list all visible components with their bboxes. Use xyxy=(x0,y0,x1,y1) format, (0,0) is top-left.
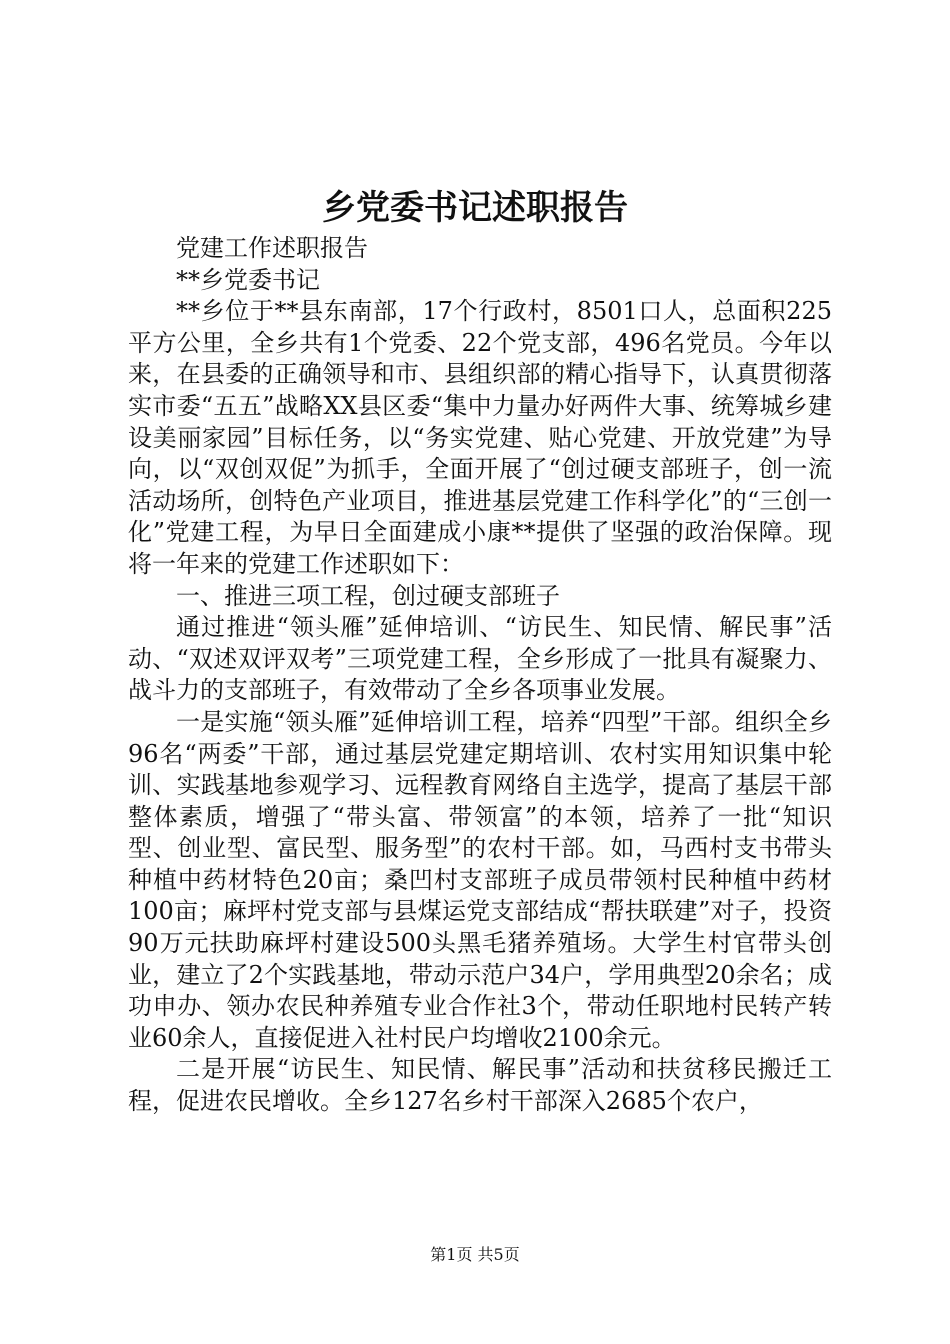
paragraph-item-1: 一是实施“领头雁”延伸培训工程，培养“四型”干部。组织全乡96名“两委”干部，通过基层党建定期培训、农村实用知识集中轮训、实践基地参观学习、远程教育网络自主选学，提高了基层干部整体素质，增强了“带头富、带领富”的本领，培养了一批“知识型、创业型、富民型、服务型”的农村干部。如，马西村支书带头种植中药材特色20亩；桑凹村支部班子成员带领村民种植中药材100亩；麻坪村党支部与县煤运党支部结成“帮扶联建”对子，投资90万元扶助麻坪村建设500头黑毛猪养殖场。大学生村官带头创业，建立了2个实践基地，带动示范户34户，学用典型20余名；成功申办、领办农民种养殖专业合作社3个，带动任职地村民转产转业60余人，直接促进入社村民户均增收2100余元。 xyxy=(128,707,832,1052)
document-title: 乡党委书记述职报告 xyxy=(322,188,628,228)
section-heading-1: 一、推进三项工程，创过硬支部班子 xyxy=(176,581,560,610)
paragraph-intro: **乡位于**县东南部，17个行政村，8501口人，总面积225平方公里，全乡共有1个党委、22个党支部，496名党员。今年以来，在县委的正确领导和市、县组织部的精心指导下，认真贯彻落实市委“五五”战略XX县区委“集中力量办好两件大事、统筹城乡建设美丽家园”目标任务，以“务实党建、贴心党建、开放党建”为导向，以“双创双促”为抓手，全面开展了“创过硬支部班子，创一流活动场所，创特色产业项目，推进基层党建工作科学化”的“三创一化”党建工程，为早日全面建成小康**提供了坚强的政治保障。现将一年来的党建工作述职如下： xyxy=(128,297,832,578)
paragraph-author: **乡党委书记 xyxy=(176,265,320,294)
document-body xyxy=(128,233,832,1118)
paragraph-subtitle: 党建工作述职报告 xyxy=(176,234,368,262)
page-number-footer: 第1页 共5页 xyxy=(430,1245,520,1264)
paragraph-item-2: 二是开展“访民生、知民情、解民事”活动和扶贫移民搬迁工程，促进农民增收。全乡127名乡村干部深入2685个农户， xyxy=(128,1055,832,1116)
paragraph-section-1-summary: 通过推进“领头雁”延伸培训、“访民生、知民情、解民事”活动、“双述双评双考”三项党建工程，全乡形成了一批具有凝聚力、战斗力的支部班子，有效带动了全乡各项事业发展。 xyxy=(128,613,832,705)
